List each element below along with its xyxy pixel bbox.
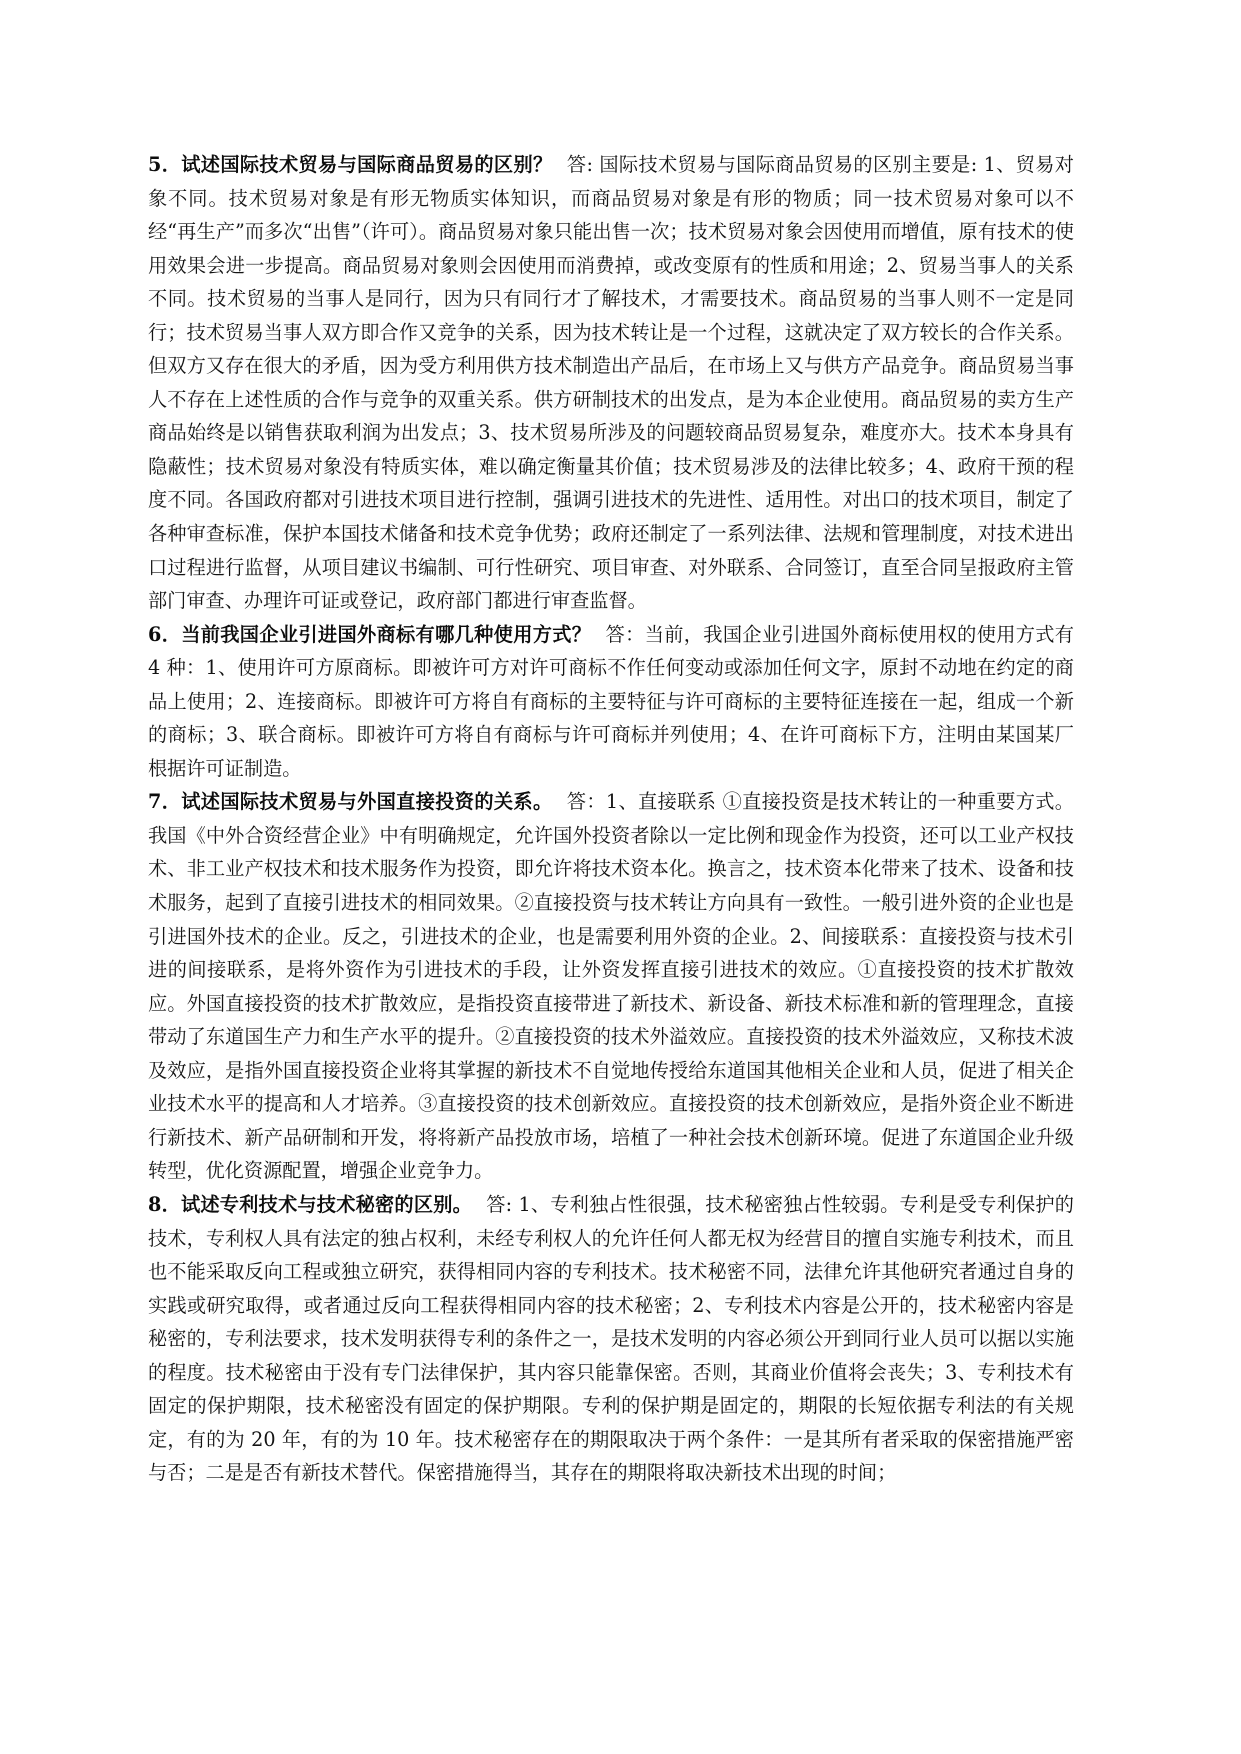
answer-5: 答: 国际技术贸易与国际商品贸易的区别主要是: 1、贸易对象不同。技术贸易对象是有形无物质实体知识，而商品贸易对象是有形的物质；同一技术贸易对象可以不经“再生产”而多次“出售”（许可）。商品贸易对象只能出售一次；技术贸易对象会因使用而增值，原有技术的使用效果会进一步提高。商品贸易对象则会因使用而消费掉，或改变原有的性质和用途；2、贸易当事人的关系不同。技术贸易的当事人是同行，因为只有同行才了解技术，才需要技术。商品贸易的当事人则不一定是同行；技术贸易当事人双方即合作又竞争的关系，因为技术转让是一个过程，这就决定了双方较长的合作关系。但双方又存在很大的矛盾，因为受方利用供方技术制造出产品后，在市场上又与供方产品竞争。商品贸易当事人不存在上述性质的合作与竞争的双重关系。供方研制技术的出发点，是为本企业使用。商品贸易的卖方生产商品始终是以销售获取利润为出发点；3、技术贸易所涉及的问题较商品贸易复杂，难度亦大。技术本身具有隐蔽性；技术贸易对象没有特质实体，难以确定衡量其价值；技术贸易涉及的法律比较多；4、政府干预的程度不同。各国政府都对引进技术项目进行控制，强调引进技术的先进性、适用性。对出口的技术项目，制定了各种审查标准，保护本国技术储备和技术竞争优势；政府还制定了一系列法律、法规和管理制度，对技术进出口过程进行监督，从项目建议书编制、可行性研究、项目审查、对外联系、合同签订，直至合同呈报政府主管部门审查、办理许可证或登记，政府部门都进行审查监督。 [148,153,1074,613]
question-5: 5．试述国际技术贸易与国际商品贸易的区别？ [148,153,553,176]
question-7: 7．试述国际技术贸易与外国直接投资的关系。 [148,790,553,814]
document-body [148,148,1074,1490]
question-8: 8．试述专利技术与技术秘密的区别。 [148,1192,473,1216]
answer-6: 答：当前，我国企业引进国外商标使用权的使用方式有 4 种：1、使用许可方原商标。即被许可方对许可商标不作任何变动或添加任何文字，原封不动地在约定的商品上使用；2、连接商标。即被许可方将自有商标的主要特征与许可商标的主要特征连接在一起，组成一个新的商标；3、联合商标。即被许可方将自有商标与许可商标并列使用；4、在许可商标下方，注明由某国某厂根据许可证制造。 [148,622,1074,780]
qa-item-8 [148,1188,1074,1490]
qa-item-6 [148,618,1074,786]
question-6: 6．当前我国企业引进国外商标有哪几种使用方式？ [148,622,592,646]
answer-7: 答：1、直接联系 ①直接投资是技术转让的一种重要方式。我国《中外合资经营企业》中有明确规定，允许国外投资者除以一定比例和现金作为投资，还可以工业产权技术、非工业产权技术和技术服务作为投资，即允许将技术资本化。换言之，技术资本化带来了技术、设备和技术服务，起到了直接引进技术的相同效果。②直接投资与技术转让方向具有一致性。一般引进外资的企业也是引进国外技术的企业。反之，引进技术的企业，也是需要利用外资的企业。2、间接联系：直接投资与技术引进的间接联系，是将外资作为引进技术的手段，让外资发挥直接引进技术的效应。①直接投资的技术扩散效应。外国直接投资的技术扩散效应，是指投资直接带进了新技术、新设备、新技术标准和新的管理理念，直接带动了东道国生产力和生产水平的提升。②直接投资的技术外溢效应。直接投资的技术外溢效应，又称技术波及效应，是指外国直接投资企业将其掌握的新技术不自觉地传授给东道国其他相关企业和人员，促进了相关企业技术水平的提高和人才培养。③直接投资的技术创新效应。直接投资的技术创新效应，是指外资企业不断进行新技术、新产品研制和开发，将将新产品投放市场，培植了一种社会技术创新环境。促进了东道国企业升级转型，优化资源配置，增强企业竞争力。 [148,790,1074,1183]
answer-8: 答: 1、专利独占性很强，技术秘密独占性较弱。专利是受专利保护的技术，专利权人具有法定的独占权利，未经专利权人的允许任何人都无权为经营目的擅自实施专利技术，而且也不能采取反向工程或独立研究，获得相同内容的专利技术。技术秘密不同，法律允许其他研究者通过自身的实践或研究取得，或者通过反向工程获得相同内容的技术秘密；2、专利技术内容是公开的，技术秘密内容是秘密的，专利法要求，技术发明获得专利的条件之一，是技术发明的内容必须公开到同行业人员可以据以实施的程度。技术秘密由于没有专门法律保护，其内容只能靠保密。否则，其商业价值将会丧失；3、专利技术有固定的保护期限，技术秘密没有固定的保护期限。专利的保护期是固定的，期限的长短依据专利法的有关规定，有的为 20 年，有的为 10 年。技术秘密存在的期限取决于两个条件：一是其所有者采取的保密措施严密与否；二是是否有新技术替代。保密措施得当，其存在的期限将取决新技术出现的时间； [148,1192,1074,1485]
qa-item-5 [148,148,1074,618]
qa-item-7 [148,785,1074,1188]
